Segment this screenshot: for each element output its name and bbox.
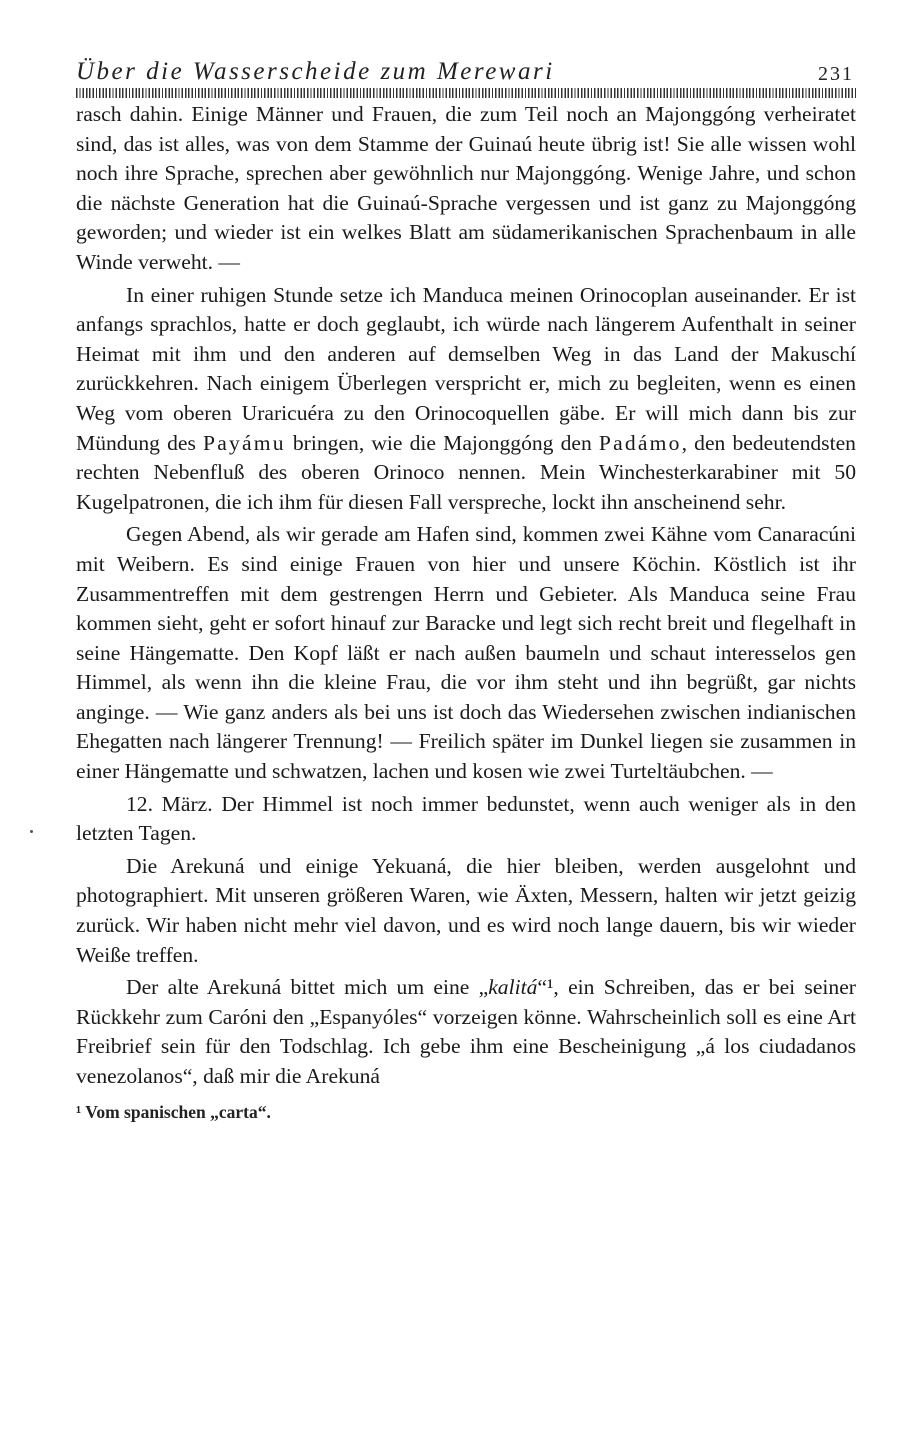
paragraph	[76, 100, 856, 278]
text-run: rasch dahin. Einige Männer und Frauen, die zum Teil noch an Majonggóng verheiratet sind, das ist alles, was von dem Stamme der Guinaú heute übrig ist! Sie alle wissen wohl noch ihre Sprache, sprechen aber gewöhnlich nur Majonggóng. Wenige Jahre, und schon die nächste Generation hat die Guinaú-Sprache vergessen und ist ganz zu Majonggóng geworden; und wieder ist ein welkes Blatt am südamerikanischen Sprachenbaum in alle Winde verweht. —	[76, 102, 856, 274]
running-head	[76, 54, 856, 86]
paragraph	[76, 281, 856, 518]
text-run: Der alte Arekuná bittet mich um eine „	[126, 975, 489, 1000]
text-run: , den bedeutendsten rechten Nebenfluß des oberen Orinoco nennen. Mein Winchesterkarabiner mit 50 Kugelpatronen, die ich ihm für diesen Fall verspreche, lockt ihn anscheinend sehr.	[76, 430, 856, 514]
text-run: “¹, ein Schreiben, das er bei seiner Rückkehr zum Caróni den „Espanyóles“ vorzeigen könne. Wahrscheinlich soll es eine Art Freibrief sein für den Todschlag. Ich gebe ihm eine Bescheinigung „á los ciudadanos venezolanos“, daß mir die Arekuná	[76, 975, 856, 1088]
italic-word: kalitá	[488, 975, 538, 1000]
margin-dot	[30, 830, 33, 833]
footnote: ¹ Vom spanischen „carta“.	[76, 1101, 271, 1122]
text-run: In einer ruhigen Stunde setze ich Manduca meinen Orinocoplan auseinander. Er ist anfangs sprachlos, hatte er doch geglaubt, ich würde nach längerem Aufenthalt in seiner Heimat mit ihm und den anderen auf demselben Weg in das Land der Makuschí zurückkehren. Nach einigem Überlegen verspricht er, mich zu begleiten, wenn es einen Weg vom oberen Uraricuéra zu den Orinocoquellen gäbe. Er will mich dann bis zur Mündung des	[76, 282, 856, 455]
paragraph	[76, 852, 856, 970]
paragraph	[76, 790, 856, 849]
text-run: Die Arekuná und einige Yekuaná, die hier bleiben, werden ausgelohnt und photographiert. Mit unseren größeren Waren, wie Äxten, Messern, halten wir jetzt geizig zurück. Wir haben nicht mehr viel davon, und es wird noch lange dauern, bis wir wieder Weiße treffen.	[76, 853, 856, 967]
text-run: 12. März. Der Himmel ist noch immer bedunstet, wenn auch weniger als in den letzten Tagen.	[76, 791, 856, 846]
running-title: Über die Wasserscheide zum Merewari	[76, 58, 555, 85]
paragraph	[76, 520, 856, 786]
page-number: 231	[818, 63, 854, 85]
paragraph	[76, 973, 856, 1091]
text-run: bringen, wie die Majonggóng den	[285, 430, 599, 455]
book-page	[76, 54, 856, 1123]
spaced-name: Payámu	[202, 430, 286, 455]
header-rule	[76, 88, 856, 98]
body-text	[76, 100, 856, 1092]
text-run: Gegen Abend, als wir gerade am Hafen sind, kommen zwei Kähne vom Canaracúni mit Weibern. Es sind einige Frauen von hier und unsere Köchin. Köstlich ist ihr Zusammentreffen mit dem gestrengen Herrn und Gebieter. Als Manduca seine Frau kommen sieht, geht er sofort hinauf zur Baracke und legt sich recht breit und flegelhaft in seine Hängematte. Den Kopf läßt er nach außen baumeln und schaut interesselos gen Himmel, als wenn ihn die kleine Frau, die vor ihm steht und ihn begrüßt, gar nichts anginge. — Wie ganz anders als bei uns ist doch das Wiedersehen zwischen indianischen Ehegatten nach längerer Trennung! — Freilich später im Dunkel liegen sie zusammen in einer Hängematte und schwatzen, lachen und kosen wie zwei Turteltäubchen. —	[76, 522, 856, 784]
spaced-name: Padámo	[598, 430, 682, 455]
